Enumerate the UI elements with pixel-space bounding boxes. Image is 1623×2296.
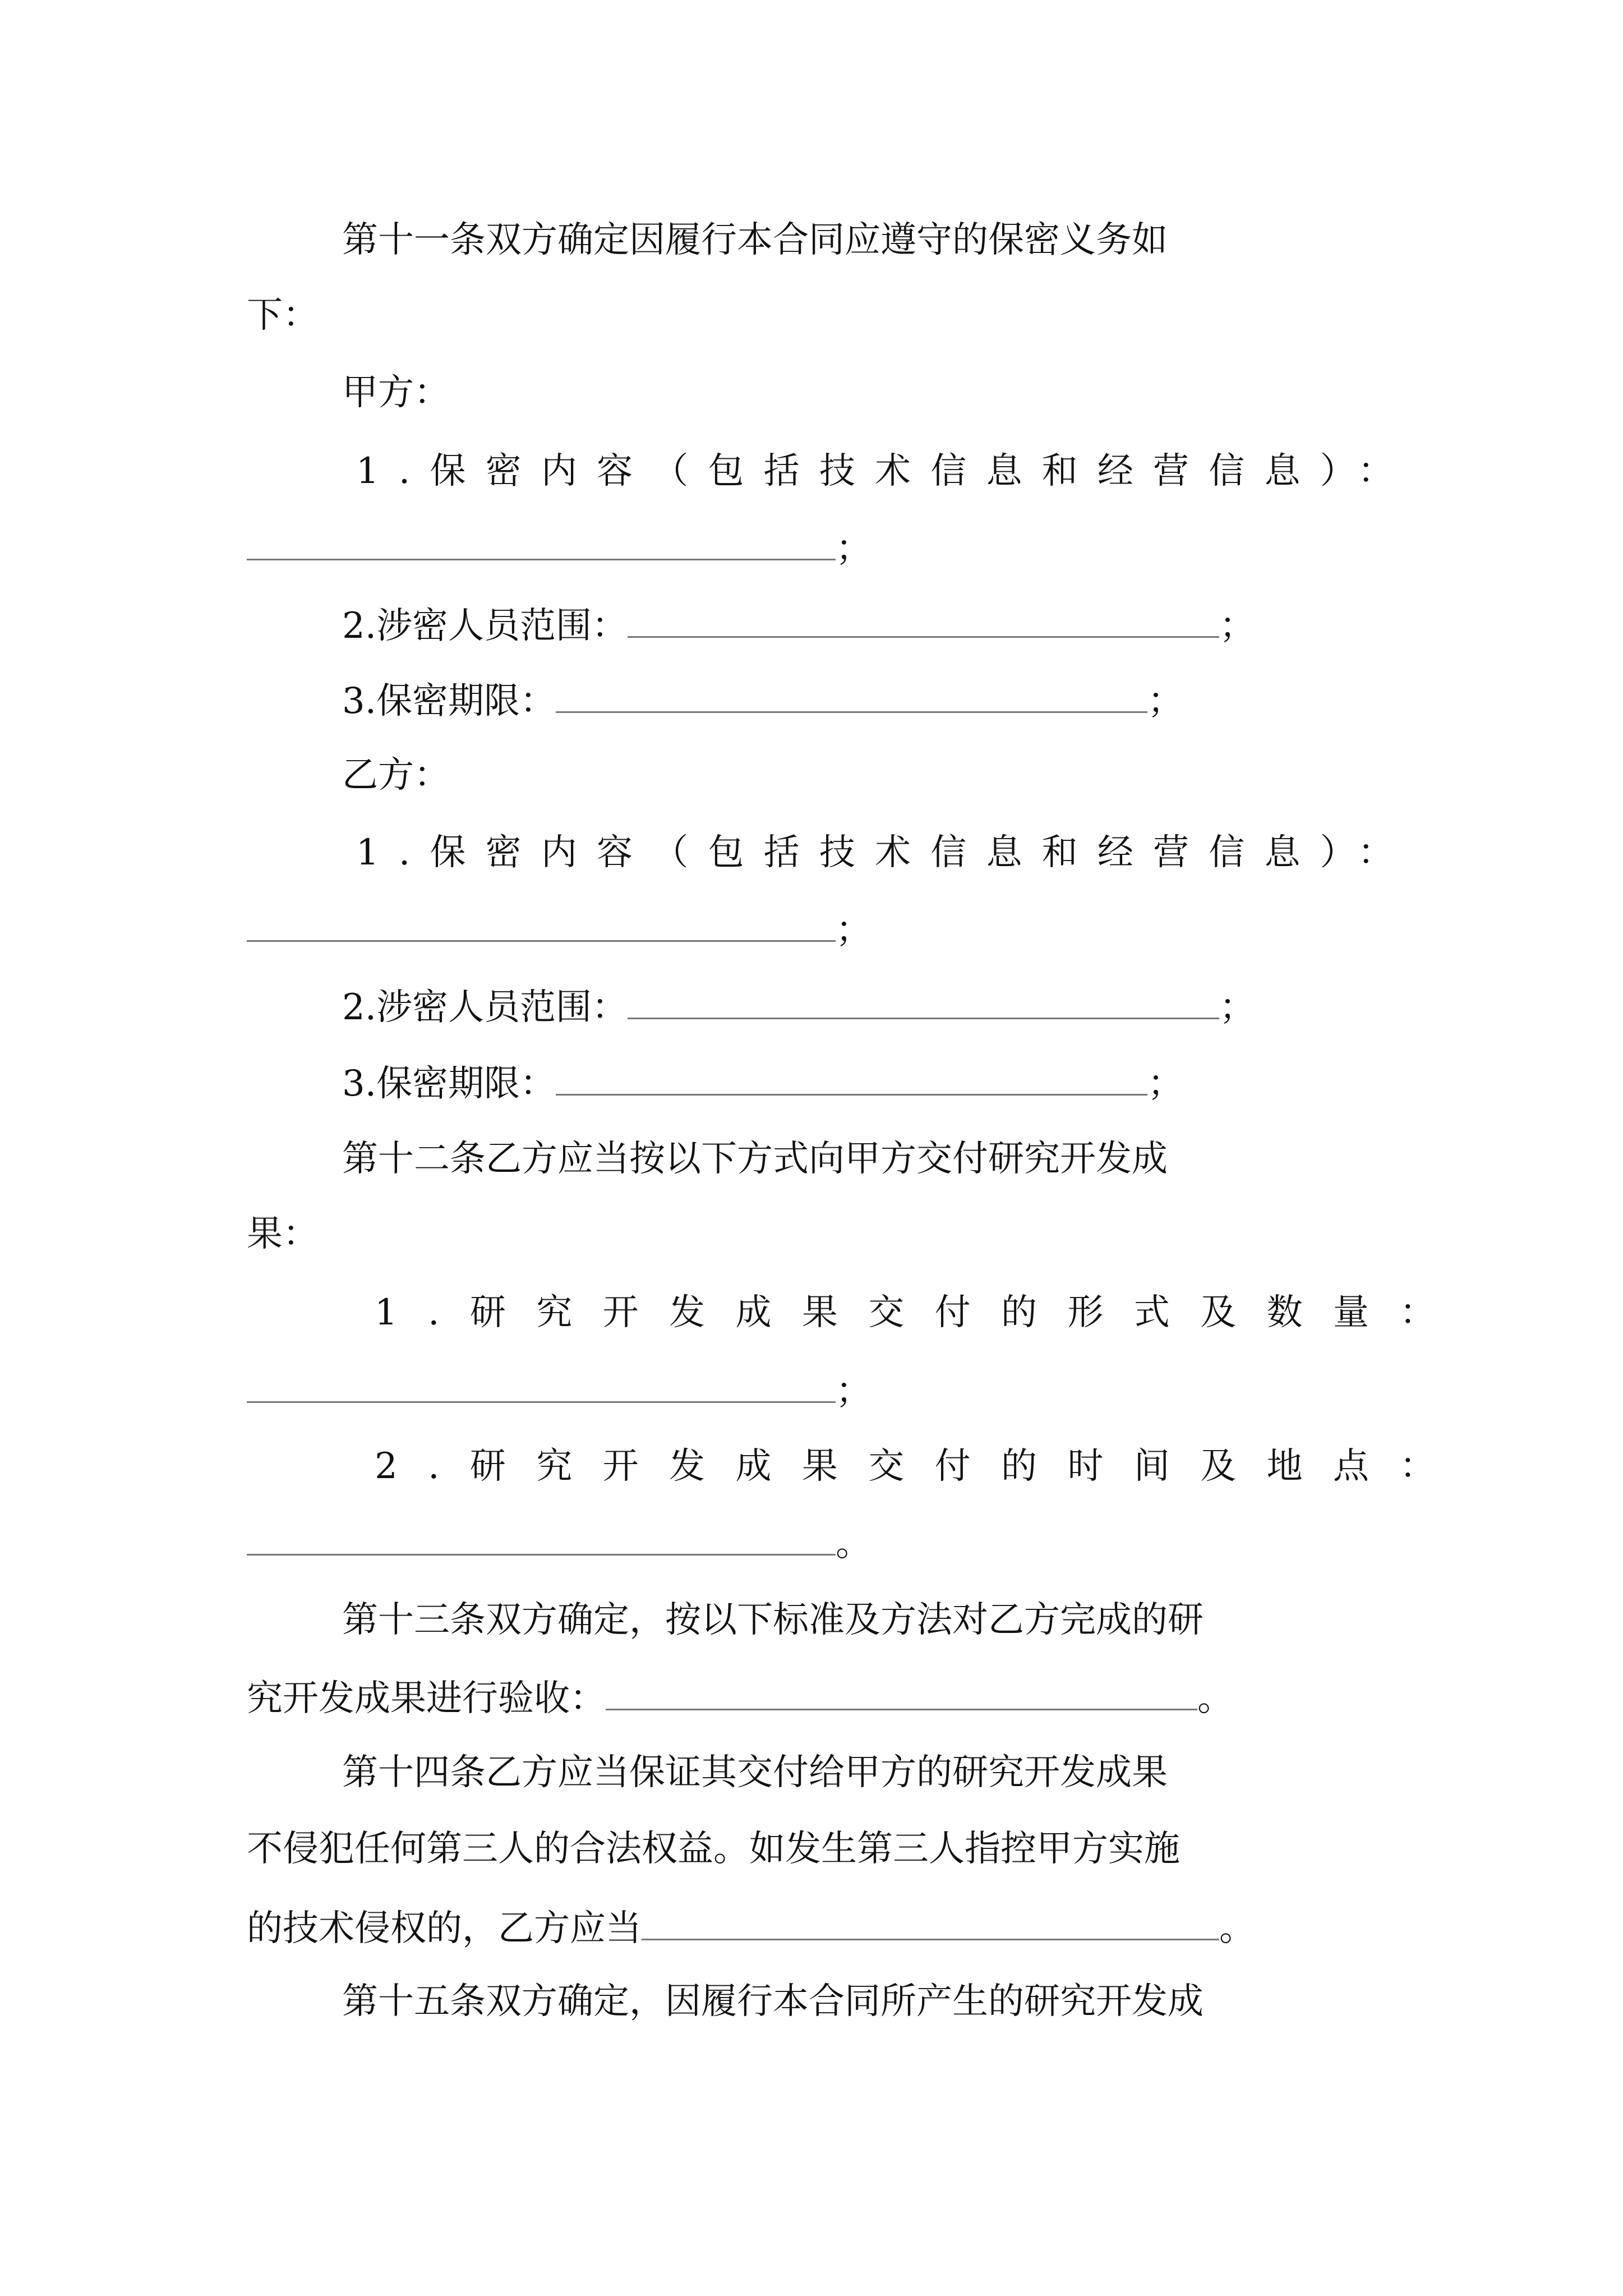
article-14-line-3 [247, 1904, 1255, 1951]
period: 。 [836, 1523, 872, 1565]
semicolon: ； [836, 528, 872, 569]
article-12-item-1-fill [247, 1366, 872, 1414]
blank-line[interactable] [247, 905, 836, 942]
article-11-line-2: 下： [247, 295, 319, 336]
label: 2.涉密人员范围： [342, 987, 628, 1028]
party-b-item-3 [342, 1059, 1183, 1106]
party-a-heading: 甲方： [342, 372, 450, 413]
party-a-item-1-fill [247, 524, 872, 571]
blank-line[interactable] [606, 1674, 1197, 1710]
semicolon: ； [836, 909, 872, 951]
blank-line[interactable] [642, 1904, 1219, 1940]
semicolon: ； [1219, 987, 1256, 1028]
semicolon: ； [1147, 680, 1184, 722]
semicolon: ； [836, 1370, 872, 1412]
blank-line[interactable] [247, 524, 836, 560]
blank-line[interactable] [628, 983, 1219, 1019]
article-15-line-1: 第十五条双方确定，因履行本合同所产生的研究开发成 [342, 1981, 1204, 2022]
party-b-item-1-fill [247, 905, 872, 953]
label: 3.保密期限： [342, 680, 556, 722]
blank-line[interactable] [247, 1519, 836, 1556]
party-b-item-1: 1.保密内容（包括技术信息和经营信息）： [356, 832, 1414, 873]
semicolon: ； [1147, 1063, 1184, 1105]
article-12-item-2-fill [247, 1519, 872, 1566]
label: 的技术侵权的，乙方应当 [247, 1908, 642, 1949]
label: 2.涉密人员范围： [342, 605, 628, 647]
article-11-line-1: 第十一条双方确定因履行本合同应遵守的保密义务如 [342, 219, 1168, 261]
article-13-line-1: 第十三条双方确定，按以下标准及方法对乙方完成的研 [342, 1599, 1204, 1641]
party-a-item-2 [342, 601, 1255, 648]
article-12-item-2: 2.研究开发成果交付的时间及地点： [375, 1446, 1466, 1487]
period: 。 [1219, 1908, 1255, 1949]
blank-line[interactable] [556, 1059, 1147, 1096]
party-a-item-3 [342, 677, 1183, 724]
article-14-line-1: 第十四条乙方应当保证其交付给甲方的研究开发成果 [342, 1752, 1168, 1793]
blank-line[interactable] [556, 677, 1147, 713]
article-12-item-1: 1.研究开发成果交付的形式及数量： [375, 1292, 1466, 1333]
period: 。 [1197, 1678, 1233, 1719]
semicolon: ； [1219, 605, 1256, 647]
article-13-line-2 [247, 1674, 1233, 1721]
party-a-item-1: 1.保密内容（包括技术信息和经营信息）： [356, 450, 1414, 492]
article-14-line-2: 不侵犯任何第三人的合法权益。如发生第三人指控甲方实施 [247, 1828, 1180, 1870]
blank-line[interactable] [628, 601, 1219, 638]
party-b-item-2 [342, 983, 1255, 1030]
article-12-line-2: 果： [247, 1213, 319, 1255]
article-12-line-1: 第十二条乙方应当按以下方式向甲方交付研究开发成 [342, 1138, 1168, 1180]
party-b-heading: 乙方： [342, 754, 450, 796]
label: 3.保密期限： [342, 1063, 556, 1105]
label: 究开发成果进行验收： [247, 1678, 606, 1719]
blank-line[interactable] [247, 1366, 836, 1403]
